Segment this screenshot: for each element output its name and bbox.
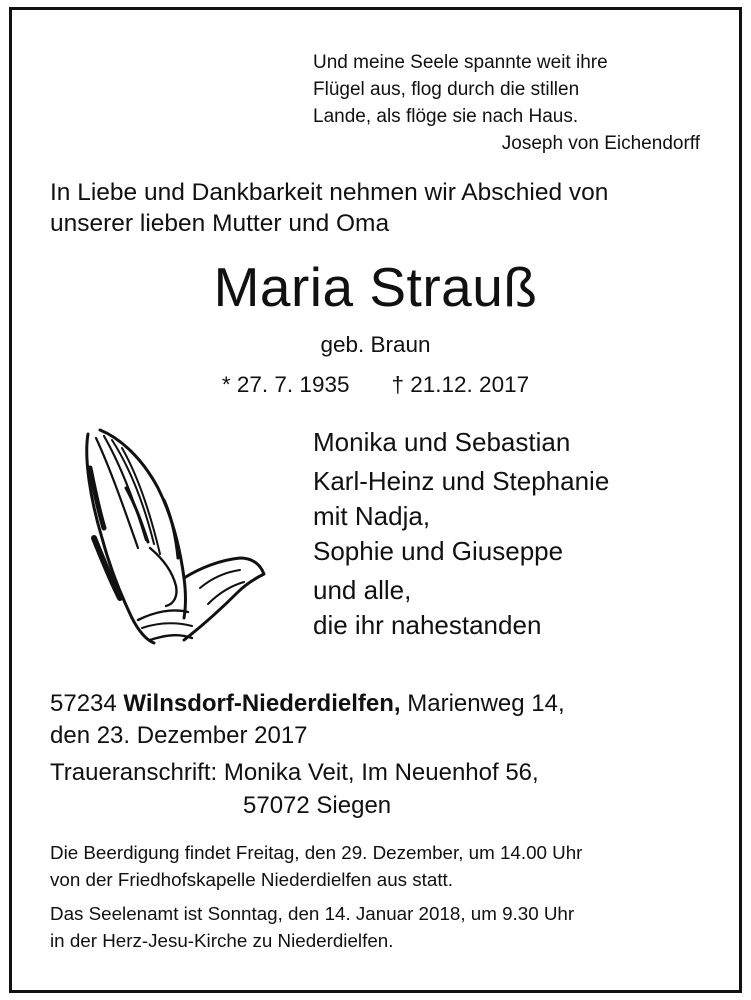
mourner-line: und alle, [313,575,412,605]
poem-line: Lande, als flöge sie nach Haus. [313,106,579,127]
intro-text [50,177,608,239]
note-line: Das Seelenamt ist Sonntag, den 14. Januar 2018, um 9.30 Uhr [50,903,575,924]
address-line [50,688,565,720]
mourner-line: Monika und Sebastian [313,427,571,457]
mourner-group [313,573,609,643]
service-notes [50,839,582,961]
intro-line: unserer lieben Mutter und Oma [50,210,390,237]
mourning-address-line: Traueranschrift: Monika Veit, Im Neuenhof 56, [50,759,539,786]
mourning-address [50,756,539,822]
place-and-date [50,688,565,752]
note-line: in der Herz-Jesu-Kirche zu Niederdielfen. [50,930,394,951]
street: Marienweg 14, [407,690,565,717]
mourning-address-city: 57072 Siegen [243,792,392,819]
mourner-group [313,464,609,569]
funeral-note [50,839,582,893]
mourner-line: Karl-Heinz und Stephanie [313,466,610,496]
poem-line: Und meine Seele spannte weit ihre [313,52,608,73]
mass-note [50,900,582,954]
birth-date: * 27. 7. 1935 [221,372,350,397]
life-dates [0,370,751,400]
deceased-name: Maria Strauß [213,256,538,318]
poem-author: Joseph von Eichendorff [501,133,700,154]
note-line: Die Beerdigung findet Freitag, den 29. Dezember, um 14.00 Uhr [50,842,583,863]
mourner-line: mit Nadja, [313,501,431,531]
praying-hands-icon [80,428,270,648]
mourner-line: Sophie und Giuseppe [313,536,564,566]
mourner-group [313,425,609,460]
birth-name: geb. Braun [320,332,431,357]
death-date: † 21.12. 2017 [391,372,530,397]
poem-line: Flügel aus, flog durch die stillen [313,79,580,100]
place-name: Wilnsdorf-Niederdielfen, [123,690,401,717]
poem [313,49,700,154]
mourners [313,425,609,647]
notice-date: den 23. Dezember 2017 [50,722,308,749]
note-line: von der Friedhofskapelle Niederdielfen aus statt. [50,869,453,890]
intro-line: In Liebe und Dankbarkeit nehmen wir Abschied von [50,179,609,206]
mourner-line: die ihr nahestanden [313,610,542,640]
postcode: 57234 [50,690,117,717]
